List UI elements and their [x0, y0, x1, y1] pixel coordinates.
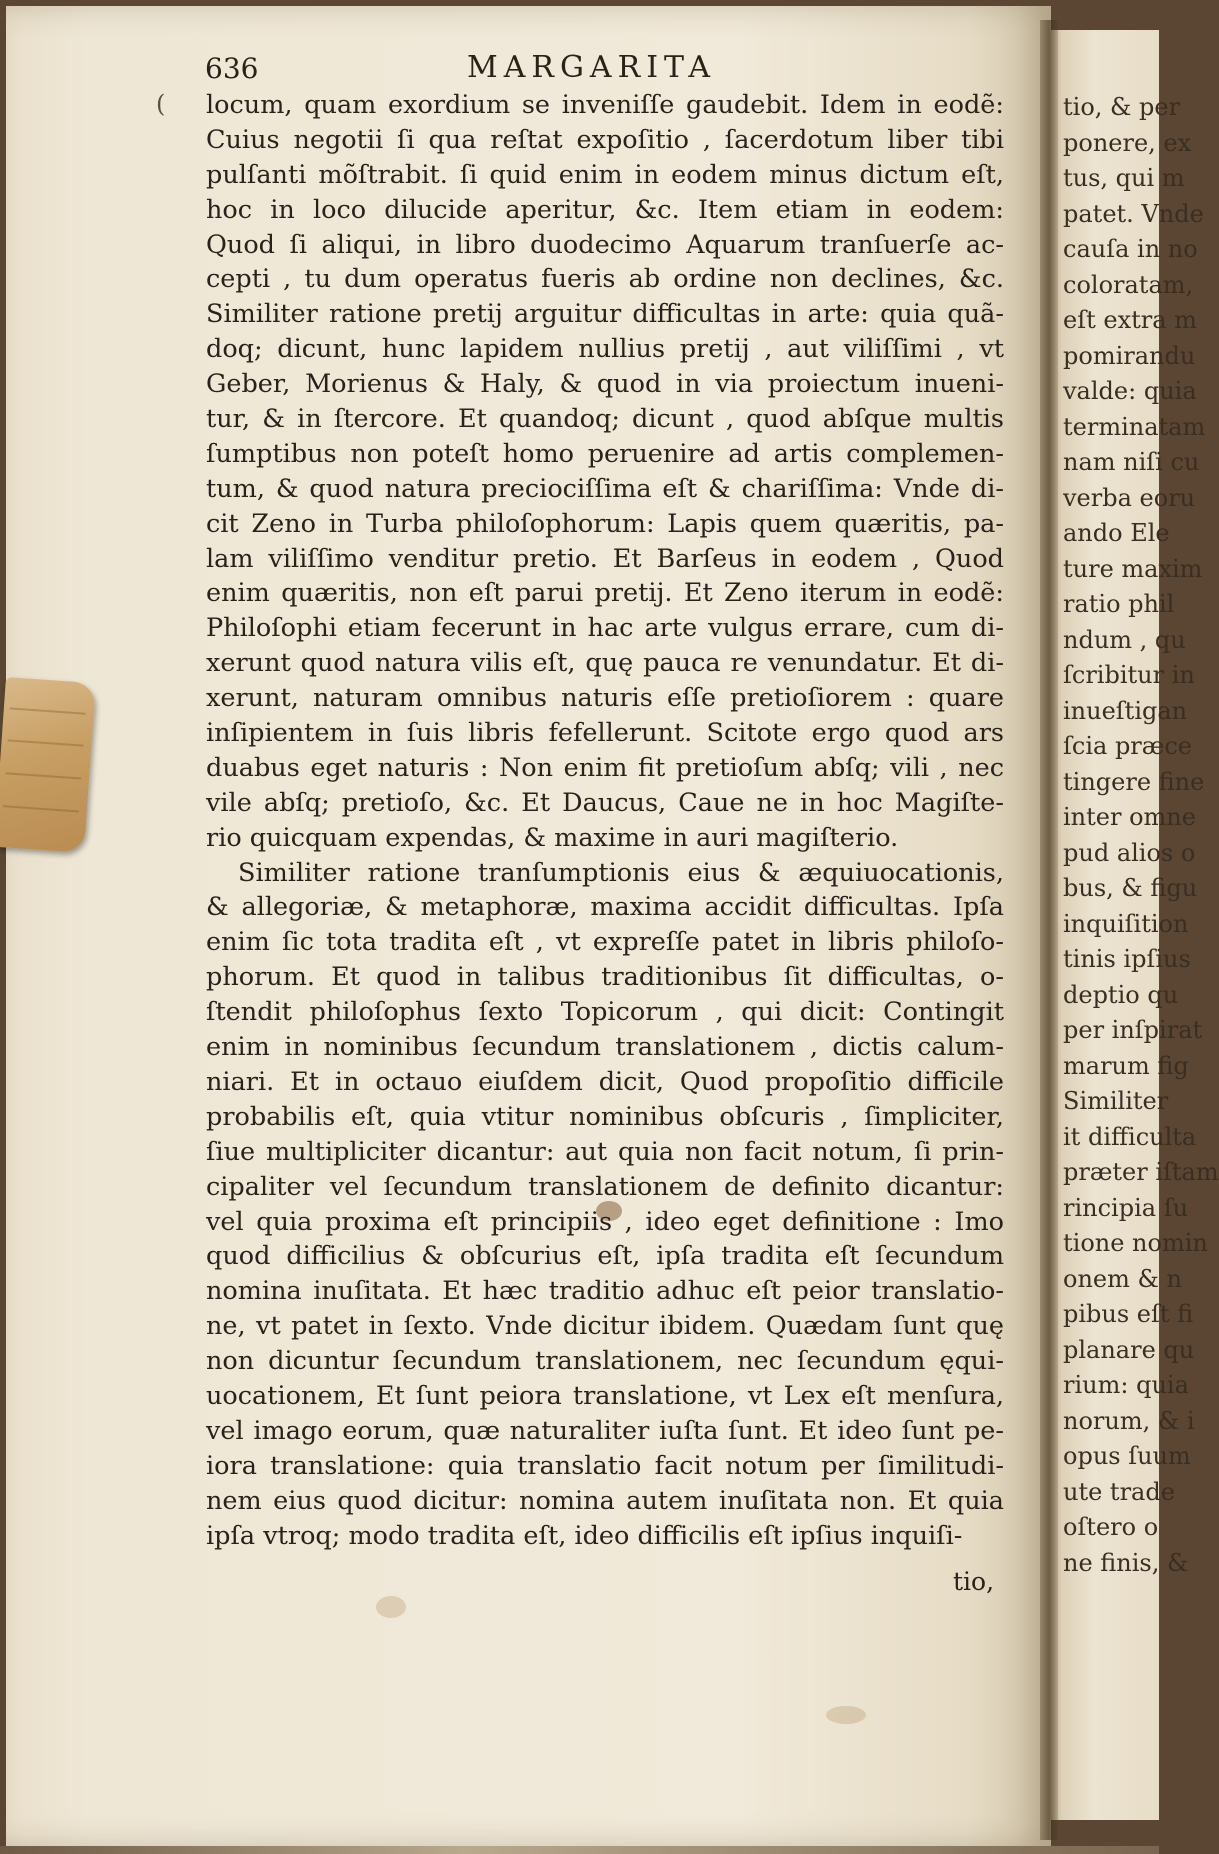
right-text-line: coloratam,: [1063, 270, 1194, 299]
right-text-line: inquiſition: [1063, 909, 1189, 938]
catchword: tio,: [953, 1567, 995, 1596]
page-header: [205, 50, 765, 90]
right-text-line: bus, & figu: [1063, 874, 1198, 902]
text-line: vel quia proxima eſt principiis , ideo eget definitione : Imo: [206, 1206, 1004, 1237]
text-line: rio quicquam expendas, & maxime in auri magiſterio.: [206, 822, 899, 853]
text-line: pulſanti mõſtrabit. ſi quid enim in eodem minus dictum eſt,: [206, 159, 1004, 190]
text-line: cepti , tu dum operatus fueris ab ordine non declines, &c.: [206, 264, 1004, 295]
right-text-line: norum, & i: [1063, 1406, 1195, 1435]
text-line: Quod ſi aliqui, in libro duodecimo Aquarum tranſuerſe ac-: [206, 229, 1004, 260]
right-text-line: ute trade: [1063, 1477, 1175, 1506]
text-line: quod difficilius & obſcurius eſt, ipſa tradita eſt ſecundum: [206, 1241, 1004, 1272]
text-line: non dicuntur ſecundum translationem, nec ſecundum ęqui-: [206, 1346, 1004, 1377]
right-page: [1051, 30, 1219, 1820]
text-line: cit Zeno in Turba philoſophorum: Lapis quem quæritis, pa-: [206, 508, 1004, 539]
right-text-line: patet. Vnde: [1063, 199, 1204, 228]
text-line: phorum. Et quod in talibus traditionibus ſit difficultas, o-: [206, 962, 1004, 993]
text-line: ſtendit philoſophus ſexto Topicorum , qui dicit: Contingit: [206, 997, 1004, 1028]
paper-stain: [376, 1596, 406, 1618]
text-line: niari. Et in octauo eiuſdem dicit, Quod propoſitio difficile: [206, 1066, 1004, 1097]
right-text-line: ſcia præce: [1063, 732, 1192, 760]
right-text-line: ratio phil: [1063, 590, 1175, 618]
text-line: Similiter ratione tranſumptionis eius & æquiuocationis,: [238, 857, 1004, 888]
text-line: xerunt, naturam omnibus naturis eſſe pretioſiorem : quare: [206, 683, 1004, 714]
text-line: cipaliter vel ſecundum translationem de definito dicantur:: [206, 1171, 1004, 1202]
right-text-line: planare qu: [1063, 1335, 1195, 1364]
right-text-line: pud alios o: [1063, 838, 1196, 867]
text-line: Cuius negotii ſi qua reſtat expoſitio , ſacerdotum liber tibi: [206, 124, 1004, 155]
right-text-line: eſt extra m: [1063, 306, 1197, 334]
right-text-line: ando Ele: [1063, 519, 1170, 547]
right-text-line: Similiter: [1063, 1087, 1169, 1115]
right-text-line: tingere fine: [1063, 767, 1205, 796]
text-line: enim ſic tota tradita eſt , vt expreſſe patet in libris philoſo-: [206, 927, 1004, 958]
book-edge: [0, 1846, 1159, 1854]
text-line: tur, & in ſtercore. Et quandoq; dicunt , quod abſque multis: [206, 404, 1004, 435]
text-line: Philoſophi etiam fecerunt in hac arte vulgus errare, cum di-: [206, 613, 1004, 644]
right-text-line: ture maxim: [1063, 554, 1203, 583]
right-text-line: tus, qui m: [1063, 164, 1185, 192]
text-line: ſiue multipliciter dicantur: aut quia non facit notum, ſi prin-: [206, 1136, 1004, 1167]
right-text-line: inueſtigan: [1063, 696, 1188, 725]
right-text-line: valde: quia: [1063, 377, 1197, 405]
right-text-line: rincipia ſu: [1063, 1193, 1189, 1222]
text-line: vel imago eorum, quæ naturaliter iuſta ſunt. Et ideo ſunt pe-: [206, 1415, 1004, 1446]
text-line: doq; dicunt, hunc lapidem nullius pretij , aut viliſſimi , vt: [206, 334, 1004, 365]
text-line: duabus eget naturis : Non enim fit pretioſum abſq; vili , nec: [206, 752, 1004, 783]
right-text-line: inter omne: [1063, 803, 1196, 831]
right-text-line: tinis ipſius: [1063, 945, 1191, 973]
right-text-line: nam niſi cu: [1063, 448, 1200, 476]
page-number: 636: [205, 52, 259, 85]
right-text-line: deptio qu: [1063, 980, 1179, 1009]
right-text-line: ne finis, &: [1063, 1548, 1189, 1577]
right-text-line: ſcribitur in: [1063, 661, 1195, 689]
right-text-line: pibus eſt fi: [1063, 1300, 1194, 1328]
right-text-line: marum fig: [1063, 1051, 1189, 1080]
right-text-line: rium: quia: [1063, 1371, 1189, 1399]
margin-mark: (: [156, 90, 166, 118]
right-text-line: ndum , qu: [1063, 625, 1186, 654]
text-line: tum, & quod natura preciociſſima eſt & chariſſima: Vnde di-: [206, 473, 1004, 504]
text-line: enim quæritis, non eſt parui pretij. Et Zeno iterum in eodẽ:: [206, 578, 1004, 609]
text-line: inſipientem in ſuis libris fefellerunt. Scitote ergo quod ars: [206, 718, 1004, 749]
paper-stain: [826, 1706, 866, 1724]
right-text-line: tione nomin: [1063, 1229, 1208, 1257]
text-line: & allegoriæ, & metaphoræ, maxima accidit difficultas. Ipſa: [206, 892, 1004, 923]
text-line: hoc in loco dilucide aperitur, &c. Item etiam in eodem:: [206, 194, 1004, 225]
right-text-line: pomirandu: [1063, 341, 1196, 370]
right-text-line: opus ſuum: [1063, 1442, 1191, 1470]
text-line: nomina inuſitata. Et hæc traditio adhuc eſt peior translatio-: [206, 1276, 1004, 1307]
text-line: lam viliſſimo venditur pretio. Et Barſeus in eodem , Quod: [206, 543, 1004, 574]
text-line: vile abſq; pretioſo, &c. Et Daucus, Caue ne in hoc Magiſte-: [206, 787, 1004, 818]
text-line: enim in nominibus ſecundum translationem , dictis calum-: [206, 1032, 1004, 1063]
right-text-line: onem & n: [1063, 1264, 1182, 1293]
text-line: iora translatione: quia translatio facit notum per ſimilitudi-: [206, 1450, 1004, 1481]
book-gutter: [1040, 20, 1058, 1840]
text-line: probabilis eſt, quia vtitur nominibus obſcuris , ſimpliciter,: [206, 1101, 1004, 1132]
right-text-line: præter iſtam: [1063, 1158, 1219, 1186]
right-text-line: it difficulta: [1063, 1122, 1197, 1151]
right-text-line: ponere, ex: [1063, 128, 1192, 157]
right-text-line: verba eoru: [1063, 483, 1196, 512]
right-text-line: terminatam: [1063, 412, 1206, 441]
text-line: locum, quam exordium se inveniſſe gaudebit. Idem in eodẽ:: [206, 90, 1004, 120]
right-text-line: cauſa in no: [1063, 235, 1198, 263]
text-line: ne, vt patet in ſexto. Vnde dicitur ibidem. Quædam ſunt quę: [206, 1311, 1004, 1342]
body-text: [206, 88, 1004, 1553]
text-line: nem eius quod dicitur: nomina autem inuſitata non. Et quia: [206, 1485, 1004, 1516]
right-text-line: oſtero o: [1063, 1513, 1159, 1541]
text-line: xerunt quod natura vilis eſt, quę pauca re venundatur. Et di-: [206, 648, 1004, 679]
text-line: uocationem, Et ſunt peiora translatione, vt Lex eſt menſura,: [206, 1380, 1004, 1411]
right-text-line: tio, & per: [1063, 93, 1181, 121]
text-line: ſumptibus non poteſt homo peruenire ad artis complemen-: [206, 438, 1004, 469]
right-page-text: [1063, 90, 1219, 1581]
text-line: ipſa vtroq; modo tradita eſt, ideo difficilis eſt ipſius inquiſi-: [206, 1520, 963, 1551]
running-title: MARGARITA: [467, 50, 717, 85]
bookmark-slip: [0, 677, 96, 853]
right-text-line: per inſpirat: [1063, 1016, 1203, 1044]
text-line: Similiter ratione pretij arguitur difficultas in arte: quia quã-: [206, 299, 1004, 330]
text-line: Geber, Morienus & Haly, & quod in via proiectum inueni-: [206, 369, 1004, 400]
